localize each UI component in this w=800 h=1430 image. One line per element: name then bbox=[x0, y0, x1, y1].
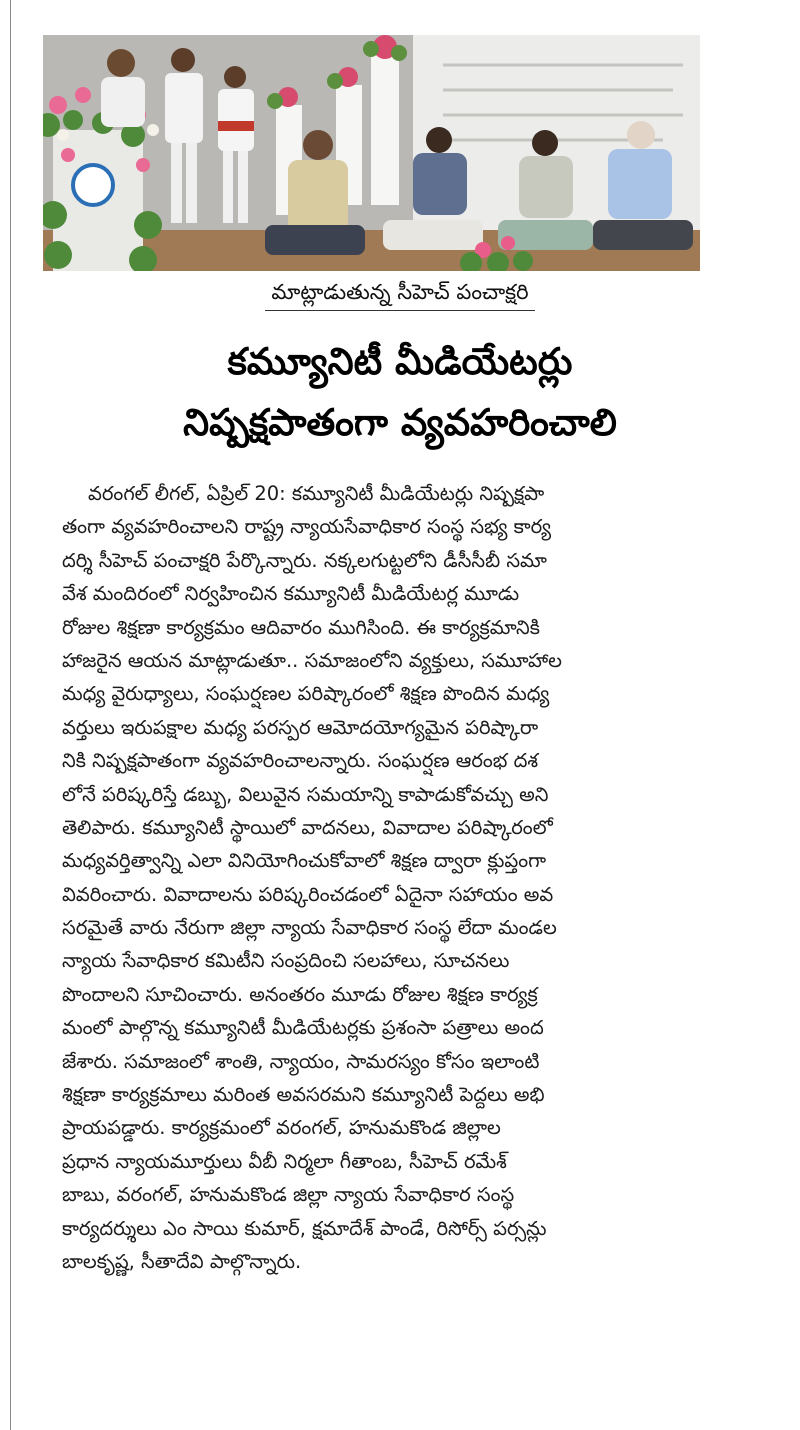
page-border bbox=[10, 0, 11, 1430]
photo-caption: మాట్లాడుతున్న సీహెచ్ పంచాక్షరి bbox=[265, 277, 534, 311]
article-line: నికి నిష్పక్షపాతంగా వ్యవహరించాలన్నారు. సంఘర్షణ ఆరంభ దశ bbox=[62, 749, 539, 773]
article-line: జేశారు. సమాజంలో శాంతి, న్యాయం, సామరస్యం కోసం ఇలాంటి bbox=[62, 1049, 540, 1073]
event-photo-illustration bbox=[43, 35, 700, 271]
article-line: రోజుల శిక్షణా కార్యక్రమం ఆదివారం ముగిసింది. ఈ కార్యక్రమానికి bbox=[62, 615, 540, 639]
article-line: మంలో పాల్గొన్న కమ్యూనిటీ మీడియేటర్లకు ప్రశంసా పత్రాలు అంద bbox=[62, 1016, 544, 1040]
article-line: తెలిపారు. కమ్యూనిటీ స్థాయిలో వాదనలు, వివాదాల పరిష్కారంలో bbox=[62, 815, 553, 839]
article-line: బాలకృష్ణ, సీతాదేవి పాల్గొన్నారు. bbox=[62, 1249, 302, 1273]
article-line: పొందాలని సూచించారు. అనంతరం మూడు రోజుల శిక్షణ కార్యక్ర bbox=[62, 982, 538, 1006]
article-line: మధ్య వైరుధ్యాలు, సంఘర్షణల పరిష్కారంలో శిక్షణ పొందిన మధ్య bbox=[62, 682, 550, 706]
article-line: ప్రధాన న్యాయమూర్తులు వీబీ నిర్మలా గీతాంబ, సీహెచ్ రమేశ్ bbox=[62, 1149, 507, 1173]
article-line: సరమైతే వారు నేరుగా జిల్లా న్యాయ సేవాధికార సంస్థ లేదా మండల bbox=[62, 916, 557, 940]
article-line: ప్రాయపడ్డారు. కార్యక్రమంలో వరంగల్, హనుమకొండ జిల్లాల bbox=[62, 1116, 501, 1140]
article-line: వివరించారు. వివాదాలను పరిష్కరించడంలో ఏదైనా సహాయం అవ bbox=[62, 882, 554, 906]
article-line: దర్శి సీహెచ్ పంచాక్షరి పేర్కొన్నారు. నక్కలగుట్టలోని డీసీసీబీ సమా bbox=[62, 548, 547, 572]
headline-line-1: కమ్యూనిటీ మీడియేటర్లు bbox=[227, 340, 573, 383]
article-line: తంగా వ్యవహరించాలని రాష్ట్ర న్యాయసేవాధికార సంస్థ సభ్య కార్య bbox=[62, 515, 552, 539]
event-photo bbox=[43, 35, 700, 271]
article-line: శిక్షణా కార్యక్రమాలు మరింత అవసరమని కమ్యూనిటీ పెద్దలు అభి bbox=[62, 1083, 545, 1107]
article-line: కార్యదర్శులు ఎం సాయి కుమార్, క్షమాదేశ్ పాండే, రిసోర్స్ పర్సన్లు bbox=[62, 1216, 547, 1240]
article-body bbox=[62, 477, 702, 1278]
headline-line-2: నిష్పక్షపాతంగా వ్యవహరించాలి bbox=[183, 401, 617, 444]
photo-caption-wrap bbox=[0, 277, 800, 311]
article-line: బాబు, వరంగల్, హనుమకొండ జిల్లా న్యాయ సేవాధికార సంస్థ bbox=[62, 1183, 515, 1207]
article-line: మధ్యవర్తిత్వాన్ని ఎలా వినియోగించుకోవాలో శిక్షణ ద్వారా క్లుప్తంగా bbox=[62, 849, 547, 873]
article-line: హాజరైన ఆయన మాట్లాడుతూ.. సమాజంలోని వ్యక్తులు, సమూహాల bbox=[62, 648, 562, 672]
article-line: వరంగల్ లీగల్, ఏప్రిల్ 20: కమ్యూనిటీ మీడియేటర్లు నిష్పక్షపా bbox=[88, 482, 545, 505]
article-line: న్యాయ సేవాధికార కమిటీని సంప్రదించి సలహాలు, సూచనలు bbox=[62, 949, 510, 973]
article-line: వేశ మందిరంలో నిర్వహించిన కమ్యూనిటీ మీడియేటర్ల మూడు bbox=[62, 582, 520, 606]
article-line: లోనే పరిష్కరిస్తే డబ్బు, విలువైన సమయాన్ని కాపాడుకోవచ్చు అని bbox=[62, 782, 549, 806]
article-line: వర్తులు ఇరుపక్షాల మధ్య పరస్పర ఆమోదయోగ్యమైన పరిష్కారా bbox=[62, 715, 539, 739]
